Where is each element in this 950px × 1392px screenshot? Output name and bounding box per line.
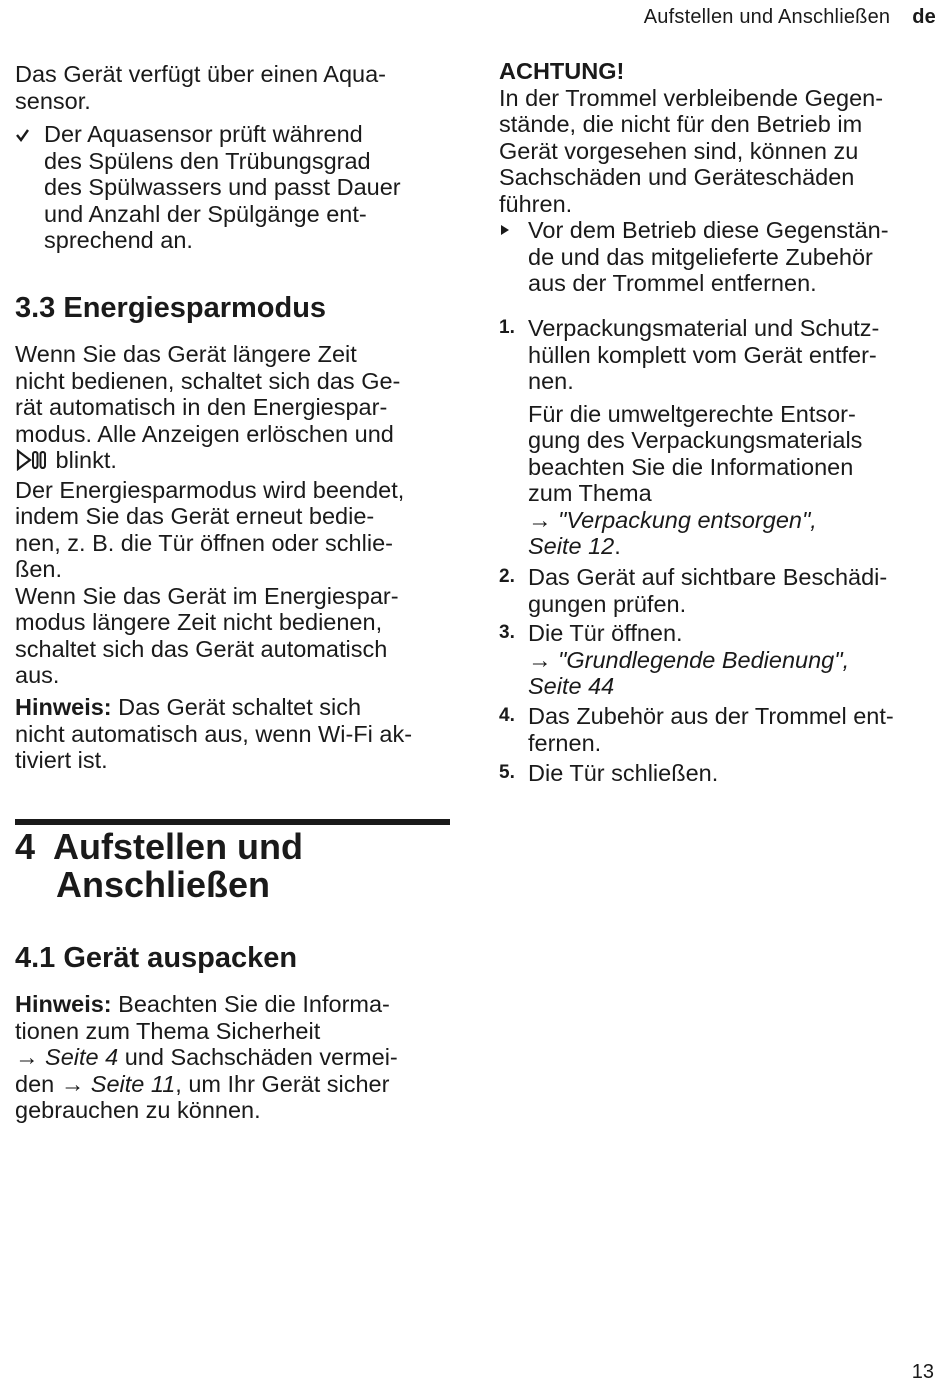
text-line: nen. (528, 368, 574, 394)
text-line: gebrauchen zu können. (15, 1097, 261, 1123)
header-section-title: Aufstellen und Anschließen (643, 6, 891, 28)
text-line (528, 647, 939, 674)
text-line: gung des Verpackungsmaterials (528, 427, 863, 453)
text-line: rät automatisch in den Energiespar- (15, 394, 388, 420)
step-number: 3. (499, 622, 515, 643)
step-3 (499, 620, 939, 700)
step-1 (499, 315, 939, 560)
running-header (644, 6, 936, 29)
section-heading-3-3: 3.3 Energiesparmodus (15, 292, 327, 324)
text-line: aus. (15, 662, 60, 688)
text-line: stände, die nicht für den Betrieb im (499, 111, 863, 137)
chapter-rule (15, 819, 450, 825)
triangle-bullet-icon (499, 217, 511, 249)
text-line: gungen prüfen. (528, 590, 687, 617)
note-safety (15, 991, 450, 1124)
start-pause-icon (15, 449, 49, 477)
note-label: Hinweis: (15, 991, 112, 1017)
text-fragment: , um Ihr Gerät sicher (175, 1070, 390, 1097)
text-line: Die Tür öffnen. (528, 620, 683, 646)
warning-label: ACHTUNG! (499, 58, 625, 84)
text-fragment: den (15, 1070, 61, 1097)
arrow-right-icon: → (528, 646, 559, 673)
text-line: schaltet sich das Gerät automatisch (15, 635, 388, 662)
check-line: und Anzahl der Spülgänge ent- (44, 200, 367, 227)
section-heading-4-1: 4.1 Gerät auspacken (15, 942, 298, 974)
step-4 (499, 703, 939, 756)
cross-reference-link[interactable]: "Verpackung entsorgen", (558, 506, 817, 533)
step-number: 5. (499, 762, 515, 783)
check-line: Der Aquasensor prüft während (44, 121, 363, 147)
warning-block (499, 58, 939, 297)
text-line (15, 1071, 450, 1098)
note-label: Hinweis: (15, 694, 112, 720)
text-line: Verpackungsmaterial und Schutz- (528, 315, 880, 341)
text-line: nen, z. B. die Tür öffnen oder schlie- (15, 529, 393, 556)
check-icon (15, 121, 29, 153)
text-line: Der Energiesparmodus wird beendet, (15, 476, 405, 503)
note-wifi (15, 694, 450, 774)
text-line: Sachschäden und Geräteschäden (499, 164, 855, 190)
text-line: indem Sie das Gerät erneut bedie- (15, 503, 375, 529)
text-line: modus. Alle Anzeigen erlöschen und (15, 420, 394, 447)
text-line (15, 991, 450, 1018)
check-line: des Spülens den Trübungsgrad (44, 147, 371, 174)
text-line: nicht bedienen, schaltet sich das Ge- (15, 367, 401, 394)
text-line: führen. (499, 190, 573, 217)
text-line: Die Tür schließen. (528, 760, 719, 786)
text-line: ßen. (15, 556, 63, 582)
text-line: In der Trommel verbleibende Gegen- (499, 84, 884, 111)
text-fragment: . (614, 533, 621, 559)
text-line: Das Zubehör aus der Trommel ent- (528, 703, 894, 729)
chapter-heading-4 (15, 828, 303, 904)
check-line: des Spülwassers und passt Dauer (44, 174, 401, 200)
step-number: 2. (499, 566, 515, 587)
arrow-right-icon: → (60, 1070, 91, 1097)
cross-reference-link[interactable]: Seite 4 (45, 1044, 119, 1070)
intro-line: Das Gerät verfügt über einen Aqua- (15, 61, 386, 87)
header-language: de (912, 6, 936, 28)
page-number: 13 (911, 1361, 934, 1383)
text-line: tionen zum Thema Sicherheit (15, 1017, 321, 1044)
cross-reference-link[interactable]: Seite 12 (528, 533, 615, 559)
chapter-number: 4 (15, 826, 36, 867)
chapter-title-line: Anschließen (56, 864, 271, 905)
text-line (15, 447, 450, 477)
text-line: Wenn Sie das Gerät längere Zeit (15, 341, 357, 367)
text-line: fernen. (528, 729, 602, 756)
text-fragment: Das Gerät schaltet sich (111, 694, 362, 720)
text-line (15, 694, 450, 721)
text-line: hüllen komplett vom Gerät entfer- (528, 341, 877, 368)
action-item (499, 217, 939, 297)
text-line: zum Thema (528, 480, 652, 506)
text-line: beachten Sie die Informationen (528, 453, 854, 480)
step-2 (499, 564, 939, 617)
aquasensor-check-item (15, 121, 450, 254)
chapter-title-line: Aufstellen und (53, 826, 304, 867)
text-line: tiviert ist. (15, 747, 108, 773)
step-5 (499, 760, 939, 787)
text-line: Wenn Sie das Gerät im Energiespar- (15, 582, 399, 609)
check-line: sprechend an. (44, 227, 193, 253)
text-line: Vor dem Betrieb diese Gegenstän- (528, 217, 889, 243)
step-number: 1. (499, 317, 515, 338)
text-line (528, 507, 939, 534)
text-line: Das Gerät auf sichtbare Beschädi- (528, 564, 888, 590)
step-number: 4. (499, 705, 515, 726)
energy-mode-paragraph-1 (15, 341, 450, 689)
text-line: nicht automatisch aus, wenn Wi-Fi ak- (15, 720, 413, 747)
text-line: Für die umweltgerechte Entsor- (528, 400, 856, 427)
cross-reference-link[interactable]: Seite 44 (528, 673, 615, 699)
text-fragment: Beachten Sie die Informa- (111, 991, 390, 1017)
intro-line: sensor. (15, 87, 91, 114)
text-line (528, 533, 939, 560)
text-fragment: blinkt. (49, 447, 117, 473)
cross-reference-link[interactable]: "Grundlegende Bedienung", (558, 646, 850, 673)
text-line: Gerät vorgesehen sind, können zu (499, 137, 859, 164)
text-fragment: und Sachschäden vermei- (118, 1044, 398, 1070)
text-line (15, 1044, 450, 1071)
arrow-right-icon: → (528, 506, 559, 533)
text-line: aus der Trommel entfernen. (528, 270, 817, 296)
aquasensor-intro (15, 61, 450, 114)
arrow-right-icon: → (15, 1044, 46, 1070)
cross-reference-link[interactable]: Seite 11 (90, 1070, 176, 1097)
text-line: de und das mitgelieferte Zubehör (528, 243, 873, 270)
text-line: modus längere Zeit nicht bedienen, (15, 609, 383, 635)
